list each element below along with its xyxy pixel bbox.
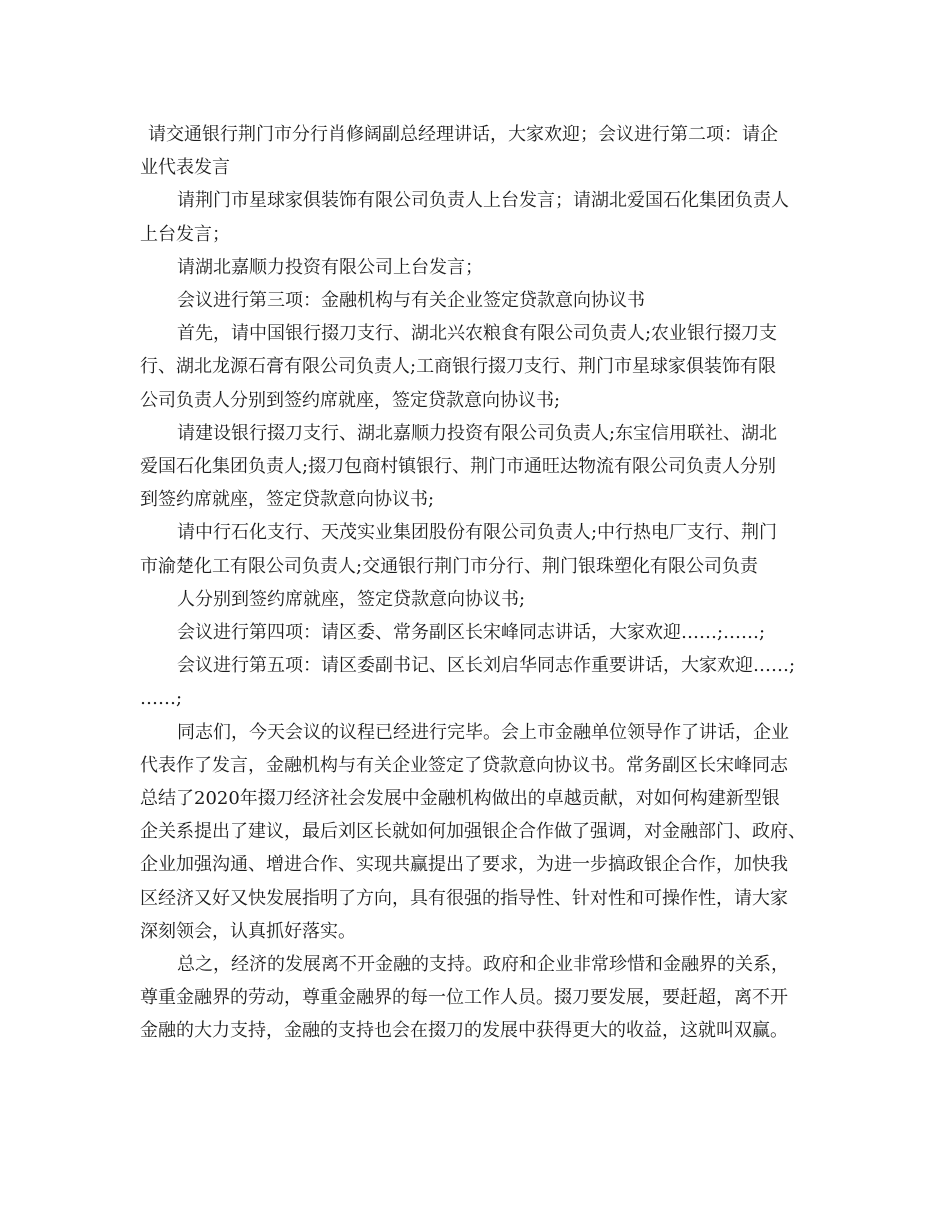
paragraph-line: 企关系提出了建议，最后刘区长就如何加强银企合作做了强调，对金融部门、政府、 (140, 821, 806, 843)
paragraph (140, 184, 820, 250)
paragraph-line: 区经济又好又快发展指明了方向，具有很强的指导性、针对性和可操作性，请大家 (140, 887, 788, 909)
document-page (140, 118, 820, 1048)
paragraph-line: 请交通银行荆门市分行肖修阔副总经理讲话，大家欢迎；会议进行第二项：请企 (148, 124, 778, 145)
paragraph (140, 516, 820, 616)
paragraph-line: 人分别到签约席就座，签定贷款意向协议书; (177, 588, 526, 610)
paragraph-line: 同志们，今天会议的议程已经进行完毕。会上市金融单位领导作了讲话，企业 (177, 721, 789, 743)
paragraph-line: 代表作了发言，金融机构与有关企业签定了贷款意向协议书。常务副区长宋峰同志 (140, 754, 788, 776)
paragraph-line: 请湖北嘉顺力投资有限公司上台发言； (177, 256, 483, 278)
paragraph-line: 首先，请中国银行掇刀支行、湖北兴农粮食有限公司负责人;农业银行掇刀支 (177, 323, 778, 345)
paragraph (140, 716, 820, 948)
paragraph-line: 行、湖北龙源石膏有限公司负责人;工商银行掇刀支行、荆门市星球家俱装饰有限 (140, 356, 777, 378)
paragraph (140, 417, 820, 517)
paragraph-line: 上台发言； (140, 223, 230, 245)
paragraph (140, 948, 820, 1048)
paragraph-line: 请中行石化支行、天茂实业集团股份有限公司负责人;中行热电厂支行、荆门 (177, 522, 778, 544)
paragraph-line: 爱国石化集团负责人;掇刀包商村镇银行、荆门市通旺达物流有限公司负责人分别 (140, 456, 777, 478)
paragraph-line: 总结了2020年掇刀经济社会发展中金融机构做出的卓越贡献，对如何构建新型银 (140, 788, 780, 810)
document-body (140, 118, 820, 1048)
paragraph-line: 深刻领会，认真抓好落实。 (140, 920, 356, 942)
paragraph-line: 请荆门市星球家俱装饰有限公司负责人上台发言；请湖北爱国石化集团负责人 (177, 190, 789, 212)
paragraph-line: 企业加强沟通、增进合作、实现共赢提出了要求，为进一步搞政银企合作，加快我 (140, 854, 788, 876)
paragraph-line: 金融的大力支持，金融的支持也会在掇刀的发展中获得更大的收益，这就叫双赢。 (140, 1020, 788, 1042)
paragraph-line: 会议进行第四项：请区委、常务副区长宋峰同志讲话，大家欢迎……;……; (177, 622, 766, 644)
paragraph-line: 尊重金融界的劳动，尊重金融界的每一位工作人员。掇刀要发展，要赶超，离不开 (140, 987, 788, 1009)
paragraph-line: ……; (140, 688, 183, 710)
paragraph-line: 业代表发言 (140, 157, 230, 179)
paragraph-line: 到签约席就座，签定贷款意向协议书; (140, 489, 435, 511)
paragraph (140, 616, 820, 649)
paragraph-line: 公司负责人分别到签约席就座，签定贷款意向协议书; (140, 389, 561, 411)
paragraph-line: 市渝楚化工有限公司负责人;交通银行荆门市分行、荆门银珠塑化有限公司负责 (140, 555, 759, 577)
paragraph (140, 317, 820, 417)
paragraph (140, 284, 820, 317)
paragraph (140, 649, 820, 715)
paragraph-line: 会议进行第三项：金融机构与有关企业签定贷款意向协议书 (177, 290, 645, 312)
paragraph (140, 118, 820, 184)
paragraph (140, 251, 820, 284)
paragraph-line: 请建设银行掇刀支行、湖北嘉顺力投资有限公司负责人;东宝信用联社、湖北 (177, 422, 778, 444)
paragraph-line: 总之，经济的发展离不开金融的支持。政府和企业非常珍惜和金融界的关系， (177, 954, 789, 976)
paragraph-line: 会议进行第五项：请区委副书记、区长刘启华同志作重要讲话，大家欢迎……; (177, 655, 796, 677)
